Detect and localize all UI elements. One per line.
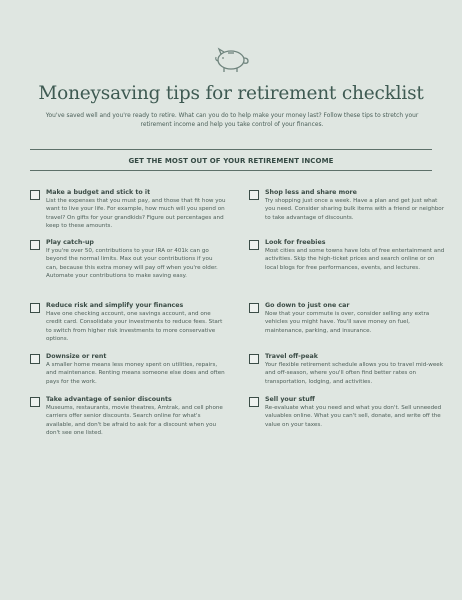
item-heading: Reduce risk and simplify your finances: [46, 302, 184, 309]
item-heading: Look for freebies: [265, 239, 326, 246]
item-heading: Go down to just one car: [265, 302, 350, 309]
item-text: A smaller home means less money spent on utilities, repairs, and maintenance. Renting means someone else does and often pays for the work.: [46, 362, 225, 385]
divider: [30, 149, 432, 150]
checkbox[interactable]: [30, 190, 40, 200]
item-text: Try shopping just once a week. Have a plan and get just what you need. Consider sharing bulk items with a friend or neighbor to take advantage of discounts.: [265, 198, 445, 221]
checkbox[interactable]: [249, 190, 259, 200]
section-heading: GET THE MOST OUT OF YOUR RETIREMENT INCOME: [128, 157, 334, 165]
item-heading: Play catch-up: [46, 239, 94, 246]
checkbox[interactable]: [249, 240, 259, 250]
item-text: Your flexible retirement schedule allows you to travel mid-week and off-season, where you'll often find better rates on transportation, lodging, and activities.: [265, 362, 443, 385]
item-heading: Take advantage of senior discounts: [46, 396, 172, 403]
item-heading: Shop less and share more: [265, 189, 357, 196]
item-heading: Make a budget and stick to it: [46, 189, 151, 196]
item-text: Re-evaluate what you need and what you don't. Sell unneeded valuables online. What you can't sell, donate, and write off the value on your taxes.: [265, 405, 442, 428]
item-text: Now that your commute is over, consider selling any extra vehicles you might have. You'll save money on fuel, maintenance, parking, and insurance.: [265, 311, 430, 334]
item-text: If you're over 50, contributions to your IRA or 401k can go beyond the normal limits. Max out your contributions if you can, because this extra money will pay off when you're older. Automate your contributions to make saving easy.: [46, 248, 218, 280]
checkbox[interactable]: [30, 240, 40, 250]
item-text: Most cities and some towns have lots of free entertainment and activities. Skip the high-ticket prices and search online or on local blogs for free performances, events, and lectures.: [265, 248, 445, 271]
item-text: Museums, restaurants, movie theatres, Amtrak, and cell phone carriers offer senior discounts. Search online for what's available, and don't be afraid to ask for a discount when you don't see one listed.: [46, 405, 223, 437]
checkbox[interactable]: [30, 354, 40, 364]
checkbox[interactable]: [249, 303, 259, 313]
item-heading: Downsize or rent: [46, 353, 107, 360]
intro-text: You've saved well and you're ready to retire. What can you do to help make your money last? Follow these tips to stretch your retirement income and help you take control of your finances.: [45, 113, 419, 128]
item-heading: Sell your stuff: [265, 396, 315, 403]
page-title: Moneysaving tips for retirement checklist: [38, 83, 424, 104]
checkbox[interactable]: [30, 397, 40, 407]
piggy-bank-icon: [211, 44, 251, 74]
checkbox[interactable]: [249, 397, 259, 407]
item-text: List the expenses that you must pay, and those that fit how you want to live your life. For example, how much will you spend on travel? On gifts for your grandkids? Figure out percentages and keep to these amounts.: [46, 198, 226, 230]
checkbox[interactable]: [30, 303, 40, 313]
divider: [30, 170, 432, 171]
item-text: Have one checking account, one savings account, and one credit card. Consolidate your investments to reduce fees. Start to switch from higher risk investments to more conservative options.: [46, 311, 223, 343]
checkbox[interactable]: [249, 354, 259, 364]
item-heading: Travel off-peak: [265, 353, 318, 360]
